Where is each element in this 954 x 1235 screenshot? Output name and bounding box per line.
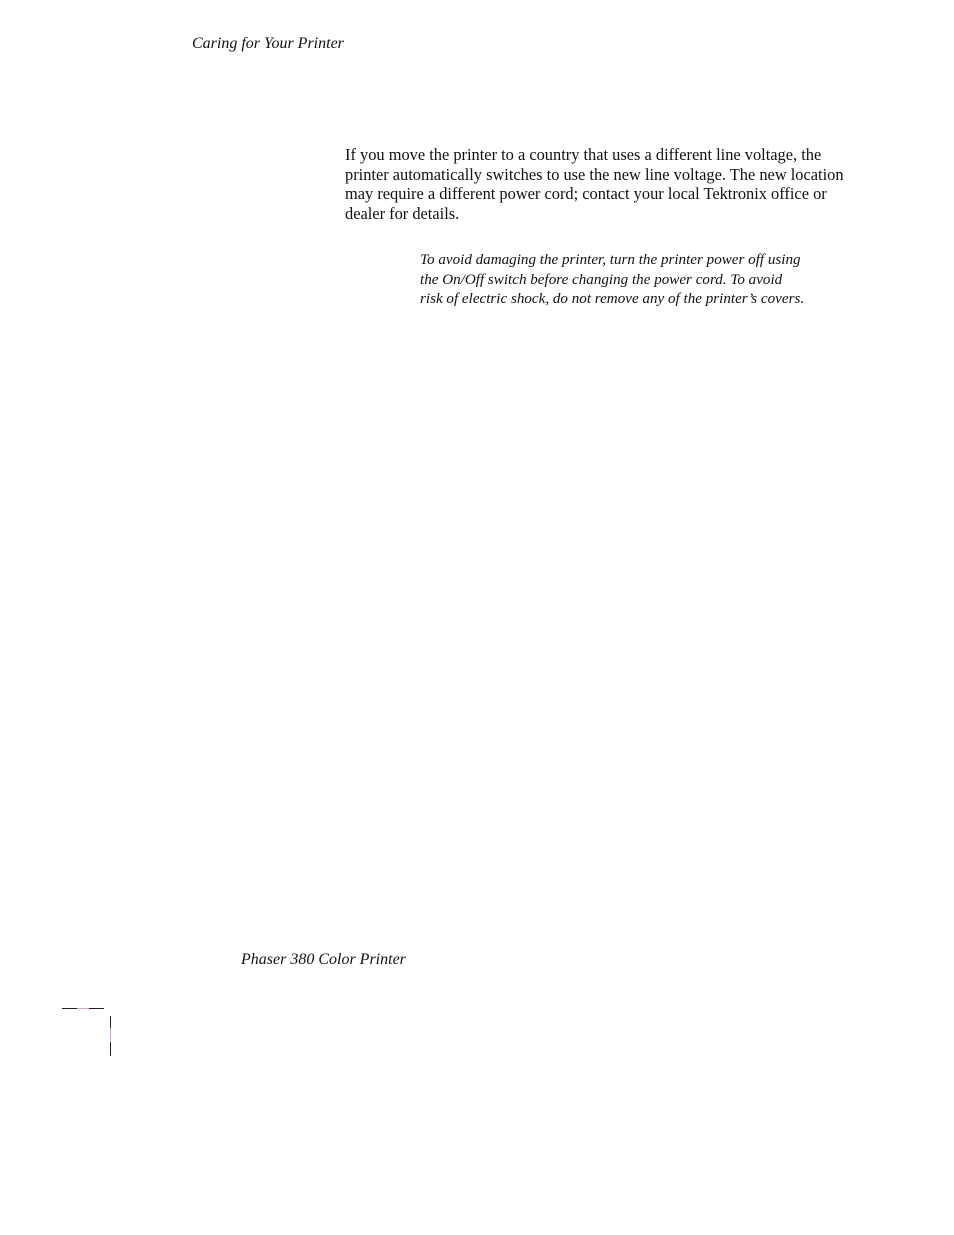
crop-mark-tint [110, 1028, 111, 1042]
caution-line: the On/Off switch before changing the power cord. To avoid [420, 271, 783, 288]
caution-note [420, 251, 840, 310]
caution-line: To avoid damaging the printer, turn the printer power off using [420, 252, 801, 268]
crop-mark-vertical [110, 1016, 111, 1056]
running-footer: Phaser 380 Color Printer [241, 951, 406, 968]
running-header: Caring for Your Printer [192, 35, 344, 52]
body-line: If you move the printer to a country that uses a different line voltage, the [345, 145, 822, 164]
body-line: may require a different power cord; contact your local Tektronix office or [345, 184, 827, 204]
body-paragraph [345, 145, 897, 224]
body-line: printer automatically switches to use the new line voltage. The new location [345, 164, 844, 184]
body-line: dealer for details. [345, 204, 460, 224]
crop-mark-tint [77, 1008, 89, 1009]
crop-mark-horizontal [62, 1008, 104, 1009]
caution-line: risk of electric shock, do not remove any of the printer’s covers. [420, 291, 805, 308]
